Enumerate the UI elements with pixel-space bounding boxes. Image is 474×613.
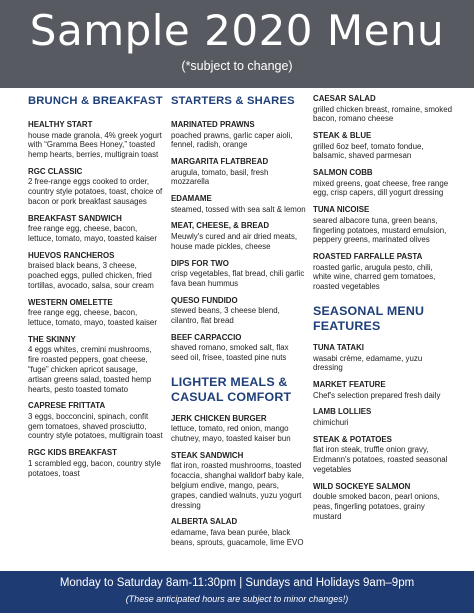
menu-column-2 <box>171 94 306 555</box>
menu-column-3 <box>313 94 453 529</box>
menu-item-description: wasabi crème, edamame, yuzu dressing <box>313 353 423 373</box>
opening-hours: Monday to Saturday 8am-11:30pm | Sundays and Holidays 9am–9pm <box>59 577 415 589</box>
menu-item-description: poached prawns, garlic caper aioli, fennel, radish, orange <box>171 130 293 150</box>
menu-item <box>28 251 163 291</box>
section-heading: BRUNCH & BREAKFAST <box>28 95 163 107</box>
menu-item <box>171 517 306 547</box>
menu-item-name: TUNA NICOISE <box>313 205 370 215</box>
menu-item <box>313 94 453 124</box>
menu-item-description: crisp vegetables, flat bread, chili garlic fava bean hummus <box>171 269 305 288</box>
menu-item-description: flat iron, roasted mushrooms, toasted focaccia, shanghai walldorf baby kale, belgium endive, mango, pears, grapes, candied walnuts, yuzu yogurt dressing <box>171 461 304 510</box>
menu-item-name: CAESAR SALAD <box>313 94 376 103</box>
menu-item-description: seared albacore tuna, green beans, fingerling potatoes, mustard emulsion, peppery greens, marinated olives <box>313 215 447 245</box>
menu-item-description: edamame, fava bean purée, black beans, sprouts, guacamole, lime EVO <box>171 527 304 547</box>
menu-item <box>171 194 306 214</box>
menu-item-name: RGC CLASSIC <box>28 166 83 176</box>
hours-note: (These anticipated hours are subject to minor changes!) <box>125 594 349 604</box>
menu-item-name: QUESO FUNDIDO <box>171 295 238 305</box>
section-heading: LIGHTER MEALS & CASUAL COMFORT <box>171 374 292 404</box>
menu-item-description: stewed beans, 3 cheese blend, cilantro, flat bread <box>171 306 280 325</box>
menu-item-description: grilled chicken breast, romaine, smoked bacon, romano cheese <box>313 104 453 124</box>
menu-item-name: CAPRESE FRITTATA <box>28 401 106 411</box>
menu-item-name: ROASTED FARFALLE PASTA <box>313 252 423 262</box>
menu-item-description: 2 free-range eggs cooked to order, country style potatoes, toast, choice of bacon or pork breakfast sausages <box>28 177 163 206</box>
menu-item-description: double smoked bacon, pearl onions, peas, fingerling potatoes, grainy mustard <box>313 492 440 521</box>
menu-item <box>171 414 306 444</box>
menu-item-name: JERK CHICKEN BURGER <box>171 413 267 423</box>
menu-item-name: STEAK & POTATOES <box>313 434 392 444</box>
menu-item-description: flat iron steak, truffle onion gravy, Erdmann's potatoes, roasted seasonal vegetables <box>313 445 448 474</box>
menu-item-description: free range egg, cheese, bacon, lettuce, tomato, mayo, toasted kaiser <box>28 224 157 244</box>
menu-item-description: 3 eggs, bocconcini, spinach, confit gem tomatoes, shaved prosciutto, country style potatoes, multigrain toast <box>28 411 163 441</box>
menu-item-name: TUNA TATAKI <box>313 343 364 353</box>
menu-item-description: mixed greens, goat cheese, free range egg, crisp capers, dill yogurt dressing <box>313 178 449 198</box>
menu-item-description: arugula, tomato, basil, fresh mozzarella <box>171 167 269 187</box>
menu-item <box>171 157 306 187</box>
menu-item-name: BEEF CARPACCIO <box>171 332 242 342</box>
menu-item <box>313 435 453 475</box>
menu-item-name: EDAMAME <box>171 194 212 204</box>
menu-item-name: MARKET FEATURE <box>313 380 386 390</box>
menu-item-name: SALMON COBB <box>313 168 373 178</box>
menu-item-description: shaved romano, smoked salt, flax seed oil, frisee, toasted pine nuts <box>171 343 289 363</box>
menu-item-description: chimichuri <box>313 417 349 427</box>
menu-item-name: STEAK & BLUE <box>313 131 372 141</box>
menu-item-name: WESTERN OMELETTE <box>28 297 113 307</box>
menu-item <box>28 448 163 478</box>
menu-item-description: 1 scrambled egg, bacon, country style potatoes, toast <box>28 458 161 478</box>
menu-item <box>28 167 163 207</box>
menu-item <box>313 168 453 198</box>
menu-item-description: roasted garlic, arugula pesto, chili, white wine, charred gem tomatoes, roasted vegetables <box>313 262 436 292</box>
menu-item-name: HUEVOS RANCHEROS <box>28 250 115 260</box>
menu-item <box>313 407 453 427</box>
menu-item-description: house made granola, 4% greek yogurt with “Gramma Bees Honey,” toasted hemp hearts, berries, multigrain toast <box>28 130 162 160</box>
menu-item <box>171 451 306 510</box>
menu-item-description: free range egg, cheese, bacon, lettuce, tomato, mayo, toasted kaiser <box>28 308 157 328</box>
menu-item-name: STEAK SANDWICH <box>171 450 244 460</box>
menu-item-description: braised black beans, 3 cheese, poached eggs, pulled chicken, fried tortillas, avocado, salsa, sour cream <box>28 261 154 290</box>
menu-item-name: WILD SOCKEYE SALMON <box>313 481 411 491</box>
menu-item <box>313 131 453 161</box>
menu-item-description: Meuwly's cured and air dried meats, house made pickles, cheese <box>171 231 298 251</box>
menu-item-name: MARGARITA FLATBREAD <box>171 157 269 167</box>
menu-item-description: lettuce, tomato, red onion, mango chutney, mayo, toasted kaiser bun <box>171 424 291 444</box>
page-subtitle: (*subject to change) <box>181 59 293 73</box>
menu-item <box>171 221 306 251</box>
menu-item <box>28 298 163 328</box>
menu-item-name: DIPS FOR TWO <box>171 258 229 268</box>
menu-item-name: MARINATED PRAWNS <box>171 120 255 129</box>
menu-column-1 <box>28 94 163 485</box>
menu-item <box>313 205 453 245</box>
menu-item <box>171 333 306 363</box>
menu-item <box>313 252 453 292</box>
menu-item-name: ALBERTA SALAD <box>171 517 238 527</box>
menu-item <box>313 380 453 400</box>
menu-item-name: RGC KIDS BREAKFAST <box>28 448 117 458</box>
menu-item <box>28 335 163 394</box>
menu-item <box>313 482 453 522</box>
menu-item-name: LAMB LOLLIES <box>313 407 372 417</box>
menu-item-name: HEALTHY START <box>28 120 93 129</box>
menu-item-description: 4 eggs whites, cremini mushrooms, fire roasted peppers, goat cheese, “fuge” chicken apricot sausage, artisan greens salad, toasted hemp hearts, pesto toasted tomato <box>28 345 152 394</box>
hours-footer <box>0 571 474 613</box>
menu-item <box>28 120 163 160</box>
menu-item <box>28 401 163 441</box>
menu-item <box>313 343 453 373</box>
menu-item <box>171 259 306 289</box>
menu-item <box>171 296 306 326</box>
page-title: Sample 2020 Menu <box>29 6 445 55</box>
menu-item-description: grilled 6oz beef, tomato fondue, balsamic, shaved parmesan <box>313 141 424 161</box>
menu-item-name: THE SKINNY <box>28 334 76 344</box>
menu-item <box>28 214 163 244</box>
menu-item-description: steamed, tossed with sea salt & lemon <box>171 204 306 214</box>
menu-header <box>0 0 474 88</box>
section-heading: SEASONAL MENU FEATURES <box>313 304 425 334</box>
menu-item-name: BREAKFAST SANDWICH <box>28 213 122 223</box>
menu-item-name: MEAT, CHEESE, & BREAD <box>171 221 270 231</box>
section-heading: STARTERS & SHARES <box>171 95 295 107</box>
menu-item-description: Chef's selection prepared fresh daily <box>313 390 441 400</box>
menu-item <box>171 120 306 150</box>
